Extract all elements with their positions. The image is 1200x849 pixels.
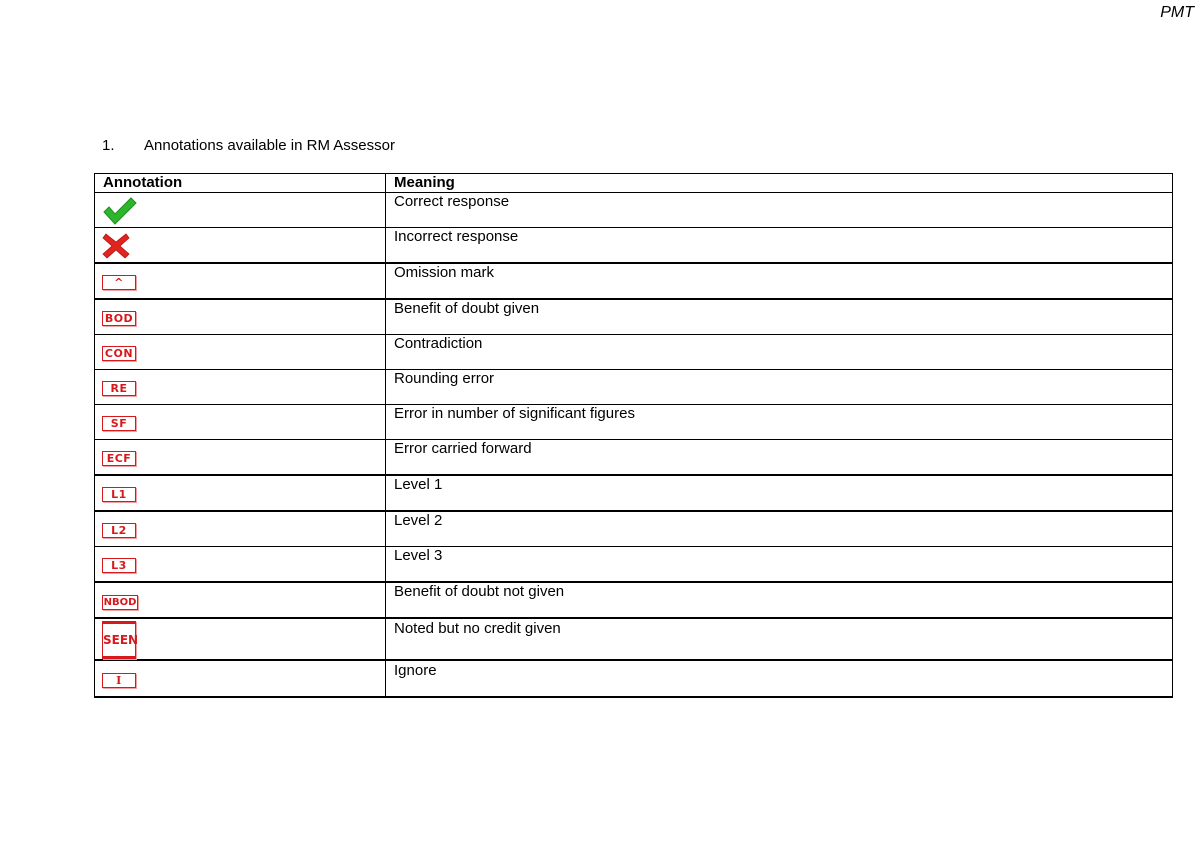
meaning-cell: Level 2 (386, 511, 1173, 547)
annotation-cell (95, 263, 386, 299)
meaning-cell: Incorrect response (386, 228, 1173, 264)
annotations-table (94, 173, 1173, 698)
tick-icon (102, 197, 138, 225)
annotation-column-header: Annotation (95, 174, 386, 193)
table-row (95, 582, 1173, 618)
table-row (95, 299, 1173, 335)
annotation-cell (95, 405, 386, 440)
meaning-cell: Benefit of doubt not given (386, 582, 1173, 618)
nbod-icon: NBOD (103, 596, 137, 608)
annotation-cell (95, 193, 386, 228)
meaning-column-header: Meaning (386, 174, 1173, 193)
table-row (95, 370, 1173, 405)
annotation-cell (95, 511, 386, 547)
table-row (95, 511, 1173, 547)
ecf-icon: ECF (102, 451, 136, 466)
meaning-cell: Error carried forward (386, 440, 1173, 476)
meaning-cell: Level 1 (386, 475, 1173, 511)
meaning-cell: Rounding error (386, 370, 1173, 405)
sf-icon: SF (102, 416, 136, 431)
meaning-cell: Omission mark (386, 263, 1173, 299)
annotation-cell (95, 582, 386, 618)
table-row (95, 335, 1173, 370)
annotation-cell (95, 660, 386, 697)
annotation-cell (95, 228, 386, 264)
table-row (95, 193, 1173, 228)
annotation-cell (95, 370, 386, 405)
meaning-cell: Benefit of doubt given (386, 299, 1173, 335)
section-title: Annotations available in RM Assessor (144, 137, 395, 154)
annotation-cell (95, 618, 386, 660)
annotation-cell (95, 299, 386, 335)
table-row (95, 547, 1173, 583)
meaning-cell: Noted but no credit given (386, 618, 1173, 660)
table-row (95, 660, 1173, 697)
meaning-cell: Contradiction (386, 335, 1173, 370)
con-icon: CON (102, 346, 136, 361)
seen-icon: SEEN (102, 621, 136, 659)
section-heading (102, 137, 395, 154)
l1-icon: L1 (102, 487, 136, 502)
meaning-cell: Ignore (386, 660, 1173, 697)
table-row (95, 405, 1173, 440)
table-row (95, 475, 1173, 511)
annotation-cell (95, 547, 386, 583)
caret-icon: ^ (102, 275, 136, 290)
ignore-icon: I (102, 673, 136, 688)
table-row (95, 440, 1173, 476)
l3-icon: L3 (102, 558, 136, 573)
page-header-mark: PMT (1160, 4, 1194, 21)
section-number: 1. (102, 137, 115, 154)
annotation-cell (95, 440, 386, 476)
table-row (95, 228, 1173, 264)
re-icon: RE (102, 381, 136, 396)
table-header-row (95, 174, 1173, 193)
annotation-cell (95, 335, 386, 370)
table-row (95, 263, 1173, 299)
cross-icon (102, 232, 130, 260)
meaning-cell: Level 3 (386, 547, 1173, 583)
meaning-cell: Error in number of significant figures (386, 405, 1173, 440)
bod-icon: BOD (102, 311, 136, 326)
meaning-cell: Correct response (386, 193, 1173, 228)
table-row (95, 618, 1173, 660)
l2-icon: L2 (102, 523, 136, 538)
annotation-cell (95, 475, 386, 511)
